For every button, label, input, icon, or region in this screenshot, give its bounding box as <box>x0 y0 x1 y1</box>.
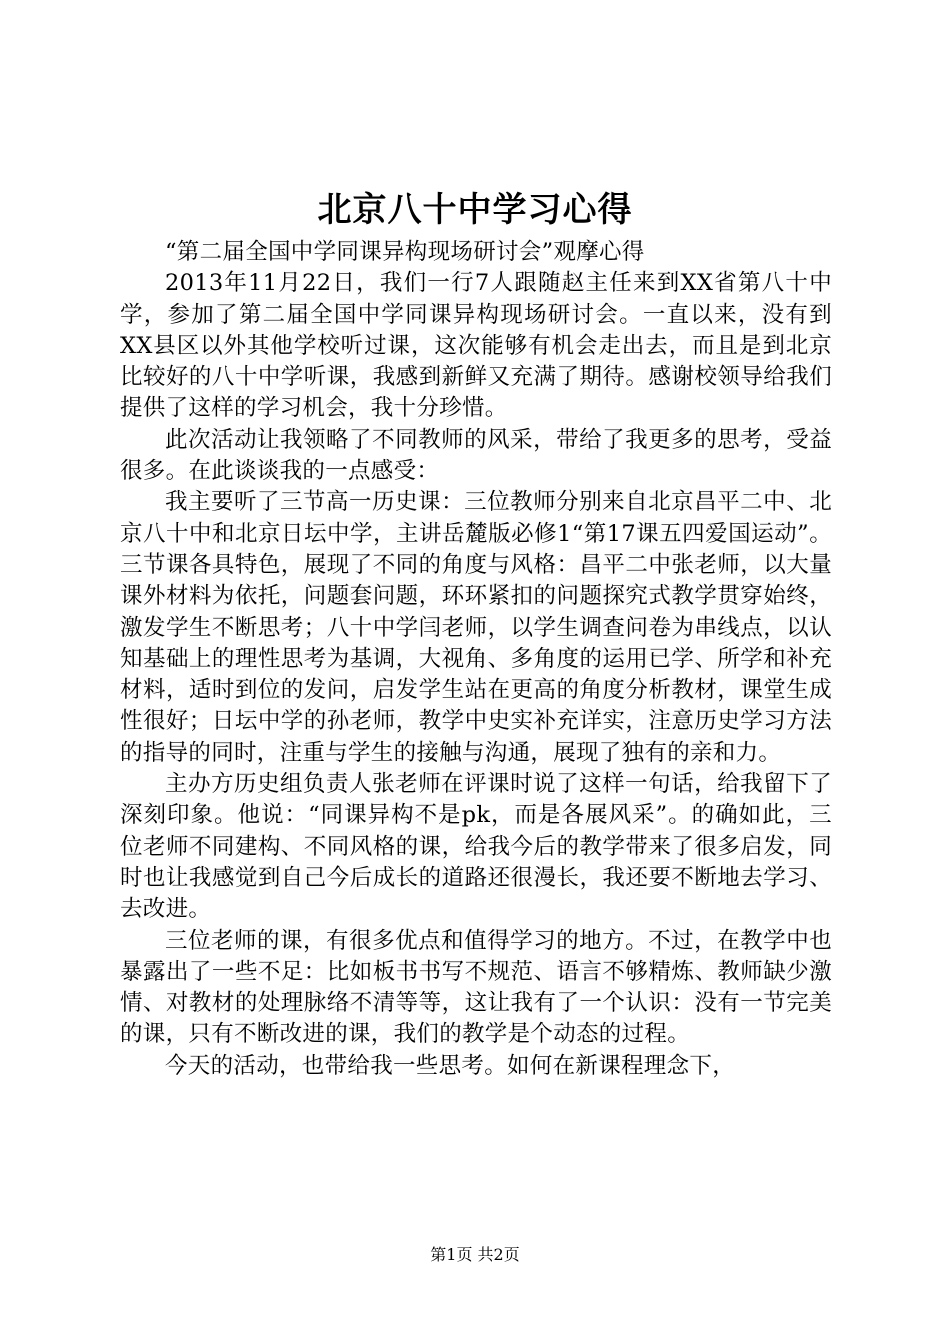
paragraph: 此次活动让我领略了不同教师的风采，带给了我更多的思考，受益很多。在此谈谈我的一点感受： <box>120 426 832 485</box>
paragraph: 三位老师的课，有很多优点和值得学习的地方。不过，在教学中也暴露出了一些不足：比如板书书写不规范、语言不够精炼、教师缺少激情、对教材的处理脉络不清等等，这让我有了一个认识：没有一节完美的课，只有不断改进的课，我们的教学是个动态的过程。 <box>120 927 832 1048</box>
page-title: 北京八十中学习心得 <box>317 190 633 230</box>
paragraph: 2013年11月22日，我们一行7人跟随赵主任来到XX省第八十中学，参加了第二届全国中学同课异构现场研讨会。一直以来，没有到XX县区以外其他学校听过课，这次能够有机会走出去，而且是到北京比较好的八十中学听课，我感到新鲜又充满了期待。感谢校领导给我们提供了这样的学习机会，我十分珍惜。 <box>120 270 832 422</box>
paragraph: 我主要听了三节高一历史课：三位教师分别来自北京昌平二中、北京八十中和北京日坛中学，主讲岳麓版必修1“第17课五四爱国运动”。三节课各具特色，展现了不同的角度与风格：昌平二中张老师，以大量课外材料为依托，问题套问题，环环紧扣的问题探究式教学贯穿始终，激发学生不断思考；八十中学闫老师，以学生调查问卷为串线点，以认知基础上的理性思考为基调，大视角、多角度的运用已学、所学和补充材料，适时到位的发问，启发学生站在更高的角度分析教材，课堂生成性很好；日坛中学的孙老师，教学中史实补充详实，注意历史学习方法的指导的同时，注重与学生的接触与沟通，展现了独有的亲和力。 <box>120 489 832 766</box>
page-footer: 第1页 共2页 <box>430 1245 520 1264</box>
paragraph: 主办方历史组负责人张老师在评课时说了这样一句话，给我留下了深刻印象。他说：“同课异构不是pk，而是各展风采”。的确如此，三位老师不同建构、不同风格的课，给我今后的教学带来了很多启发，同时也让我感觉到自己今后成长的道路还很漫长，我还要不断地去学习、去改进。 <box>120 771 832 923</box>
document-body <box>120 237 832 1082</box>
paragraph-subtitle: “第二届全国中学同课异构现场研讨会”观摩心得 <box>165 239 645 265</box>
paragraph: 今天的活动，也带给我一些思考。如何在新课程理念下， <box>165 1052 736 1079</box>
